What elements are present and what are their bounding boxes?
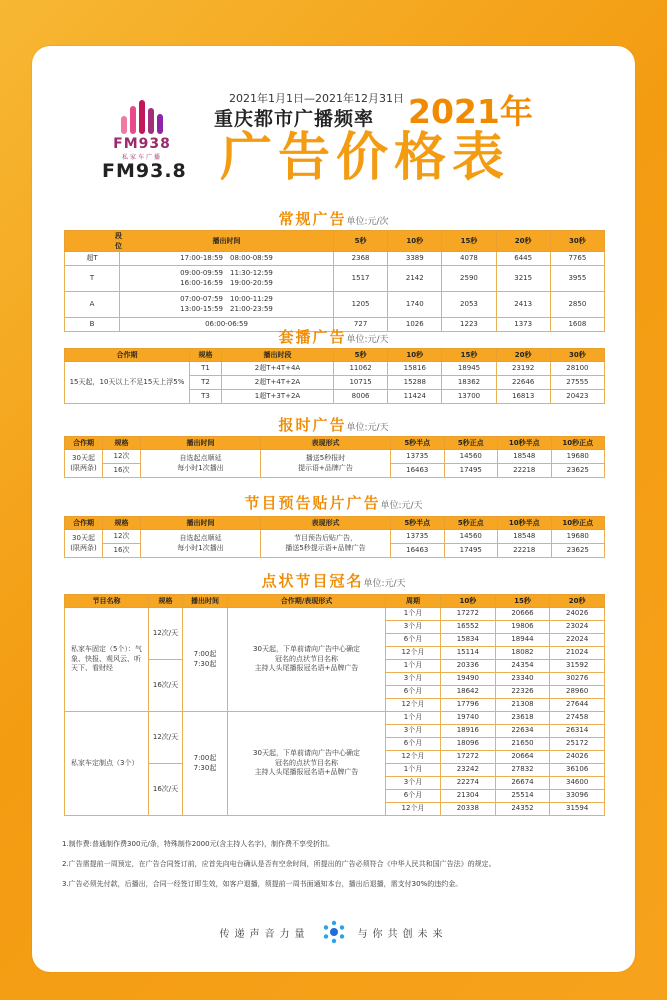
table-row: 16次 16463 17495 22218 23625: [65, 544, 605, 558]
period-cell: 6个月: [386, 686, 441, 699]
price-cell: 22326: [495, 686, 550, 699]
page-title: 广告价格表: [220, 128, 511, 188]
regular-section-title: 常规广告单位:元/次: [278, 210, 389, 228]
price-cell: 21308: [495, 699, 550, 712]
year-title: 2021年: [408, 92, 533, 131]
price-cell: 26674: [495, 777, 550, 790]
network-logo-icon: [322, 920, 346, 944]
price-cell: 19806: [495, 621, 550, 634]
program-name: 私家车固定（5个）：气象、快报、观风云、听天下、看财经: [65, 608, 149, 712]
price-cell: 25514: [495, 790, 550, 803]
price-cell: 18944: [495, 634, 550, 647]
price-cell: 17796: [441, 699, 496, 712]
form-cell: 30天起，下单前请向广告中心确定 冠名的点状节目名称 主持人头尾播报冠名语+品牌广告: [228, 608, 386, 712]
period-cell: 6个月: [386, 738, 441, 751]
preview-table: [64, 516, 605, 558]
price-cell: 21650: [495, 738, 550, 751]
price-cell: 34600: [550, 777, 605, 790]
price-cell: 24026: [550, 608, 605, 621]
table-row: B 06:00-06:59 727 1026 1223 1373 1608: [65, 318, 605, 332]
air-time-cell: 7:00起 7:30起: [183, 608, 228, 712]
air-time-cell: 7:00起 7:30起: [183, 712, 228, 816]
table-row: T 09:00-09:59 11:30-12:59 16:00-16:59 19:00-20:59 1517 2142 2590 3215 3955: [65, 266, 605, 292]
logo-frequency: FM93.8: [102, 160, 187, 182]
price-cell: 20664: [495, 751, 550, 764]
table-header-row: 节目名称 规格 播出时间 合作期/表现形式 周期 10秒 15秒 20秒: [65, 595, 605, 608]
slogan-left: 传递声音力量: [219, 928, 310, 940]
price-cell: 23340: [495, 673, 550, 686]
time-signal-section-title: 报时广告单位:元/天: [278, 416, 389, 434]
form-cell: 30天起，下单前请向广告中心确定 冠名的点状节目名称 主持人头尾播报冠名语+品牌广告: [228, 712, 386, 816]
price-cell: 28960: [550, 686, 605, 699]
slogan-right: 与你共创未来: [357, 928, 448, 940]
price-cell: 23242: [441, 764, 496, 777]
period-cell: 3个月: [386, 621, 441, 634]
price-cell: 15114: [441, 647, 496, 660]
program-name: 私家车定制点（3个）: [65, 712, 149, 816]
note-item: 1.制作费:普通制作费300元/条，特殊制作2000元(含主持人名字)，制作费不享受折扣。: [62, 840, 335, 848]
price-cell: 27458: [550, 712, 605, 725]
table-row: 15天起，10天以上不足15天上浮5% T1 2超T+4T+4A 11062 15816 18945 23192 28100: [65, 362, 605, 376]
price-cell: 36106: [550, 764, 605, 777]
time-signal-table: [64, 436, 605, 478]
table-header-row: 合作期 规格 播出时间 表现形式 5秒半点 5秒正点 10秒半点 10秒正点: [65, 517, 605, 530]
logo-text: FM938: [113, 136, 171, 152]
price-cell: 22024: [550, 634, 605, 647]
spec-cell: 16次/天: [149, 660, 183, 712]
price-cell: 19740: [441, 712, 496, 725]
price-cell: 25172: [550, 738, 605, 751]
period-cell: 12个月: [386, 751, 441, 764]
price-cell: 27832: [495, 764, 550, 777]
price-cell: 27644: [550, 699, 605, 712]
price-cell: 21304: [441, 790, 496, 803]
price-cell: 23618: [495, 712, 550, 725]
table-row: A 07:00-07:59 10:00-11:29 13:00-15:59 21:00-23:59 1205 1740 2053 2413 2850: [65, 292, 605, 318]
spec-cell: 16次/天: [149, 764, 183, 816]
period-cell: 3个月: [386, 777, 441, 790]
period-cell: 1个月: [386, 764, 441, 777]
table-row: T3 1超T+3T+2A 8006 11424 13700 16813 20423: [65, 390, 605, 404]
footer-slogan: [0, 920, 667, 944]
period-cell: 12个月: [386, 699, 441, 712]
table-row: [65, 712, 605, 725]
price-cell: 22274: [441, 777, 496, 790]
period-cell: 1个月: [386, 712, 441, 725]
logo-sub: 私家车广播: [121, 154, 162, 161]
period-cell: 3个月: [386, 673, 441, 686]
station-logo: [98, 100, 186, 161]
preview-section-title: 节目预告贴片广告单位:元/天: [244, 494, 423, 512]
table-row: 30天起 (限两条) 12次 自选起点顺延 每小时1次播出 播送5秒报时 提示语+品牌广告 13735 14560 18548 19680: [65, 450, 605, 464]
price-cell: 18082: [495, 647, 550, 660]
table-header-row: 合作期 规格 播出时段 5秒 10秒 15秒 20秒 30秒: [65, 349, 605, 362]
price-cell: 18916: [441, 725, 496, 738]
period-cell: 12个月: [386, 803, 441, 816]
price-cell: 20336: [441, 660, 496, 673]
package-section-title: 套播广告单位:元/天: [278, 328, 389, 346]
date-range: 2021年1月1日—2021年12月31日: [229, 92, 404, 105]
spec-cell: 12次/天: [149, 712, 183, 764]
table-row: 30天起 (限两条) 12次 自选起点顺延 每小时1次播出 节目预告后贴广告， 播送5秒提示语+品牌广告 13735 14560 18548 19680: [65, 530, 605, 544]
price-cell: 24026: [550, 751, 605, 764]
table-row: 16次 16463 17495 22218 23625: [65, 464, 605, 478]
period-cell: 3个月: [386, 725, 441, 738]
price-cell: 18642: [441, 686, 496, 699]
price-cell: 31594: [550, 803, 605, 816]
period-cell: 1个月: [386, 660, 441, 673]
note-item: 2.广告需提前一周预定，在广告合同签订前，应首先向电台确认是否有空余时间，所提出的广告必须符合《中华人民共和国广告法》的规定。: [62, 860, 496, 868]
price-cell: 15834: [441, 634, 496, 647]
sponsor-section-title: 点状节目冠名单位:元/天: [261, 572, 406, 590]
table-row: [65, 608, 605, 621]
price-cell: 20338: [441, 803, 496, 816]
price-cell: 22634: [495, 725, 550, 738]
table-header-row: 合作期 规格 播出时间 表现形式 5秒半点 5秒正点 10秒半点 10秒正点: [65, 437, 605, 450]
table-header-row: 段位 播出时间 5秒 10秒 15秒 20秒 30秒: [65, 231, 605, 252]
price-cell: 26314: [550, 725, 605, 738]
spec-cell: 12次/天: [149, 608, 183, 660]
price-cell: 19490: [441, 673, 496, 686]
price-cell: 24352: [495, 803, 550, 816]
price-cell: 20666: [495, 608, 550, 621]
regular-table: [64, 230, 605, 332]
sponsor-table: [64, 594, 605, 816]
logo-bars-icon: [98, 100, 186, 134]
package-table: [64, 348, 605, 404]
note-item: 3.广告必须先付款，后播出，合同一经签订即生效，如客户退播，须提前一周书面通知本台，播出后退播，需支付30%的违约金。: [62, 880, 463, 888]
price-cell: 16552: [441, 621, 496, 634]
table-row: 超T 17:00-18:59 08:00-08:59 2368 3389 4078 6445 7765: [65, 252, 605, 266]
price-cell: 23024: [550, 621, 605, 634]
period-cell: 6个月: [386, 790, 441, 803]
station-name: 重庆都市广播频率: [214, 108, 375, 130]
period-cell: 1个月: [386, 608, 441, 621]
price-cell: 18096: [441, 738, 496, 751]
price-cell: 21024: [550, 647, 605, 660]
price-cell: 17272: [441, 608, 496, 621]
price-cell: 30276: [550, 673, 605, 686]
period-cell: 12个月: [386, 647, 441, 660]
price-cell: 31592: [550, 660, 605, 673]
price-cell: 33096: [550, 790, 605, 803]
table-row: T2 2超T+4T+2A 10715 15288 18362 22646 27555: [65, 376, 605, 390]
price-cell: 17272: [441, 751, 496, 764]
price-cell: 24354: [495, 660, 550, 673]
notes: [62, 834, 612, 894]
period-cell: 6个月: [386, 634, 441, 647]
